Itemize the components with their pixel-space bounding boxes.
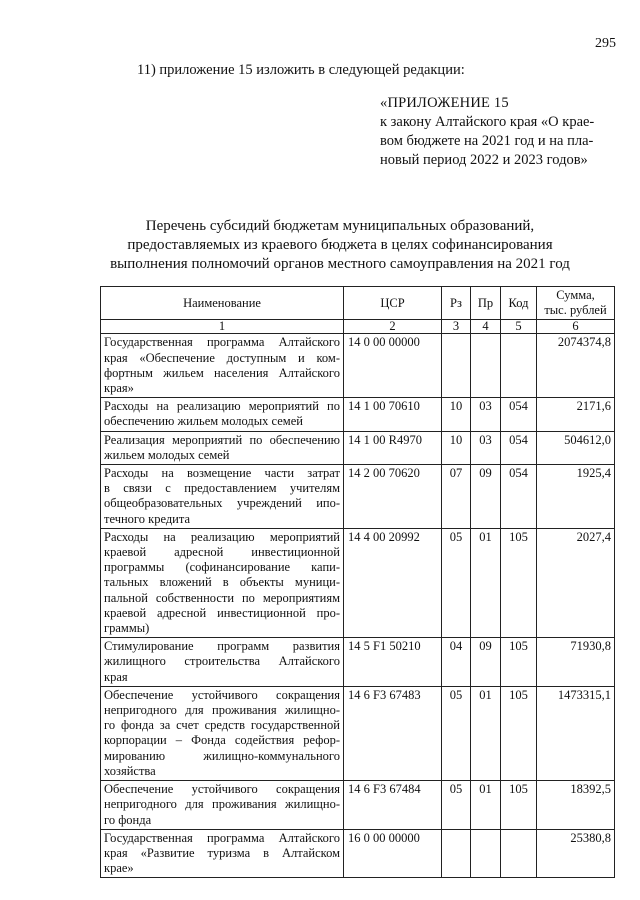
row-sum: 504612,0 xyxy=(537,431,615,464)
document-title xyxy=(80,217,600,274)
appendix-line: к закону Алтайского края «О крае- xyxy=(380,114,595,130)
row-name xyxy=(101,528,344,637)
row-sum: 1473315,1 xyxy=(537,686,615,780)
row-sum: 25380,8 xyxy=(537,829,615,878)
row-csr: 14 1 00 R4970 xyxy=(344,431,442,464)
table-row xyxy=(101,528,615,637)
row-rz: 07 xyxy=(442,465,471,529)
row-sum: 1925,4 xyxy=(537,465,615,529)
row-name-line: Обеспечение устойчивого сокращения xyxy=(104,687,340,702)
row-name-line: непригодного для проживания жилищно- xyxy=(104,703,340,718)
appendix-title: «ПРИЛОЖЕНИЕ 15 xyxy=(380,95,509,111)
appendix-line: новый период 2022 и 2023 годов» xyxy=(380,152,588,168)
row-csr: 14 1 00 70610 xyxy=(344,398,442,431)
row-name-line: хозяйства xyxy=(104,763,156,778)
row-code: 105 xyxy=(501,781,537,830)
row-name-line: краевой адресной инвестиционной xyxy=(104,545,340,560)
row-sum: 18392,5 xyxy=(537,781,615,830)
table-row xyxy=(101,686,615,780)
row-name-line: Стимулирование программ развития xyxy=(104,639,340,654)
table-row xyxy=(101,781,615,830)
header-pr: Пр xyxy=(471,287,501,320)
header-csr: ЦСР xyxy=(344,287,442,320)
row-name-line: общеобразовательных учреждений ипо- xyxy=(104,496,340,511)
row-rz: 05 xyxy=(442,686,471,780)
column-number: 3 xyxy=(442,320,471,334)
row-name-line: непригодного для проживания жилищно- xyxy=(104,797,340,812)
row-name-line: жильем молодых семей xyxy=(104,447,230,462)
row-name-line: граммы) xyxy=(104,621,150,636)
row-name xyxy=(101,398,344,431)
row-code: 105 xyxy=(501,686,537,780)
row-name-line: течного кредита xyxy=(104,511,191,526)
row-pr: 01 xyxy=(471,528,501,637)
row-pr xyxy=(471,334,501,398)
page-number: 295 xyxy=(595,36,616,51)
row-name-line: в связи с предоставлением учителям xyxy=(104,481,340,496)
row-rz xyxy=(442,334,471,398)
row-name xyxy=(101,638,344,687)
table-row xyxy=(101,638,615,687)
document-title-line: выполнения полномочий органов местного самоуправления на 2021 год xyxy=(110,256,570,272)
table-row xyxy=(101,829,615,878)
row-pr: 01 xyxy=(471,686,501,780)
row-pr: 09 xyxy=(471,465,501,529)
row-code: 105 xyxy=(501,528,537,637)
row-name-line: программы (софинансирование капи- xyxy=(104,560,340,575)
row-rz: 10 xyxy=(442,398,471,431)
row-name-line: жилищного строительства Алтайского xyxy=(104,654,340,669)
row-name-line: корпорации – Фонда содействия рефор- xyxy=(104,733,340,748)
row-rz xyxy=(442,829,471,878)
row-csr: 14 5 F1 50210 xyxy=(344,638,442,687)
row-pr xyxy=(471,829,501,878)
row-sum: 2171,6 xyxy=(537,398,615,431)
row-name-line: го фонда за счет средств государственной xyxy=(104,718,340,733)
row-sum: 2074374,8 xyxy=(537,334,615,398)
row-name-line: Расходы на реализацию мероприятий xyxy=(104,529,340,544)
row-name-line: Реализация мероприятий по обеспечению xyxy=(104,432,340,447)
row-name-line: крае» xyxy=(104,861,134,876)
document-title-line: предоставляемых из краевого бюджета в целях софинансирования xyxy=(127,237,553,253)
table-row xyxy=(101,398,615,431)
amendment-instruction: 11) приложение 15 изложить в следующей редакции: xyxy=(137,62,465,78)
table-row xyxy=(101,431,615,464)
row-name-line: Государственная программа Алтайского xyxy=(104,830,340,845)
header-sum-line: тыс. рублей xyxy=(544,303,607,318)
table-header-row xyxy=(101,287,615,320)
row-name xyxy=(101,431,344,464)
row-pr: 01 xyxy=(471,781,501,830)
row-name-line: пальной собственности по мероприятиям xyxy=(104,590,340,605)
row-pr: 03 xyxy=(471,398,501,431)
row-name-line: края» xyxy=(104,381,134,396)
row-name-line: Государственная программа Алтайского xyxy=(104,335,340,350)
row-name-line: тальных вложений в объекты муници- xyxy=(104,575,340,590)
row-name-line: Расходы на возмещение части затрат xyxy=(104,466,340,481)
row-csr: 14 2 00 70620 xyxy=(344,465,442,529)
row-rz: 10 xyxy=(442,431,471,464)
row-code: 105 xyxy=(501,638,537,687)
table-row xyxy=(101,465,615,529)
table-body xyxy=(101,334,615,878)
column-number: 5 xyxy=(501,320,537,334)
row-name-line: края «Развитие туризма в Алтайском xyxy=(104,845,340,860)
row-csr: 14 4 00 20992 xyxy=(344,528,442,637)
document-title-line: Перечень субсидий бюджетам муниципальных образований, xyxy=(145,218,535,234)
header-sum xyxy=(537,287,615,320)
column-number: 6 xyxy=(537,320,615,334)
row-name-line: края «Обеспечение доступным и ком- xyxy=(104,350,340,365)
header-sum-line: Сумма, xyxy=(556,288,595,302)
row-pr: 09 xyxy=(471,638,501,687)
row-name xyxy=(101,465,344,529)
row-name-line: Обеспечение устойчивого сокращения xyxy=(104,782,340,797)
row-code: 054 xyxy=(501,465,537,529)
row-name-line: края xyxy=(104,669,128,684)
row-csr: 14 6 F3 67484 xyxy=(344,781,442,830)
row-name-line: обеспечению жильем молодых семей xyxy=(104,414,303,429)
row-name xyxy=(101,829,344,878)
row-name xyxy=(101,781,344,830)
column-number: 4 xyxy=(471,320,501,334)
row-code xyxy=(501,334,537,398)
table-row xyxy=(101,334,615,398)
header-code: Код xyxy=(501,287,537,320)
column-number-row xyxy=(101,320,615,334)
row-csr: 14 6 F3 67483 xyxy=(344,686,442,780)
row-code: 054 xyxy=(501,398,537,431)
appendix-header xyxy=(380,94,618,170)
row-rz: 04 xyxy=(442,638,471,687)
row-name xyxy=(101,334,344,398)
row-rz: 05 xyxy=(442,781,471,830)
row-pr: 03 xyxy=(471,431,501,464)
column-number: 1 xyxy=(101,320,344,334)
row-csr: 16 0 00 00000 xyxy=(344,829,442,878)
row-name-line: Расходы на реализацию мероприятий по xyxy=(104,399,340,414)
row-code: 054 xyxy=(501,431,537,464)
row-rz: 05 xyxy=(442,528,471,637)
row-name xyxy=(101,686,344,780)
row-sum: 2027,4 xyxy=(537,528,615,637)
header-rz: Рз xyxy=(442,287,471,320)
row-name-line: го фонда xyxy=(104,812,152,827)
row-sum: 71930,8 xyxy=(537,638,615,687)
row-name-line: краевой адресной инвестиционной про- xyxy=(104,605,340,620)
header-name: Наименование xyxy=(101,287,344,320)
row-csr: 14 0 00 00000 xyxy=(344,334,442,398)
appendix-line: вом бюджете на 2021 год и на пла- xyxy=(380,133,594,149)
row-name-line: фортным жильем населения Алтайского xyxy=(104,365,340,380)
row-name-line: мированию жилищно-коммунального xyxy=(104,748,340,763)
column-number: 2 xyxy=(344,320,442,334)
row-code xyxy=(501,829,537,878)
subsidies-table xyxy=(100,286,615,878)
